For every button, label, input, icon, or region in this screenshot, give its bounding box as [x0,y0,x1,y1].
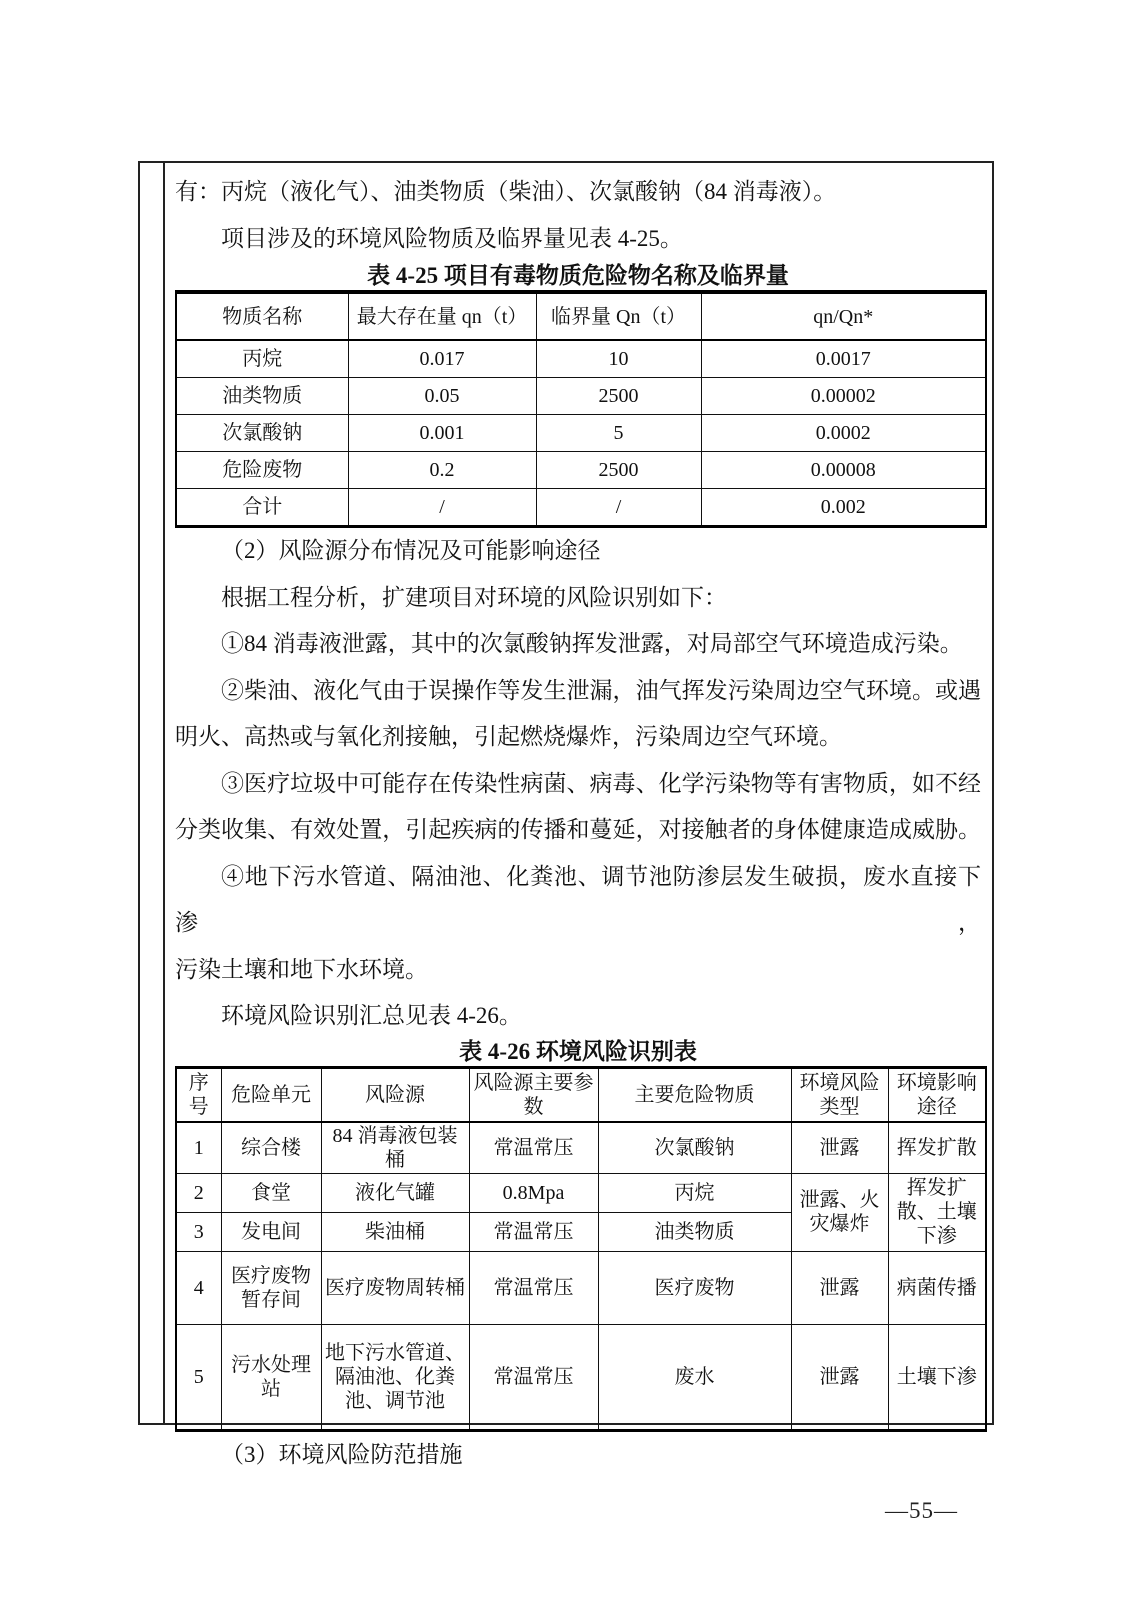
cell-parameters: 常温常压 [469,1122,598,1174]
column-header: 临界量 Qn（t） [536,292,701,340]
cell-parameters: 常温常压 [469,1251,598,1324]
cell-threshold: 2500 [536,378,701,415]
cell-risk-source: 液化气罐 [321,1173,469,1212]
cell-substance: 油类物质 [598,1212,791,1251]
cell-impact-path: 病菌传播 [888,1251,986,1324]
cell-index: 5 [176,1324,221,1430]
cell-risk-source: 地下污水管道、隔油池、化粪池、调节池 [321,1324,469,1430]
column-header: 序号 [176,1067,221,1122]
paragraph-line: 根据工程分析，扩建项目对环境的风险识别如下： [221,584,727,610]
cell-risk-source: 柴油桶 [321,1212,469,1251]
cell-parameters: 常温常压 [469,1212,598,1251]
paragraph-line: ③医疗垃圾中可能存在传染性病菌、病毒、化学污染物等有害物质，如不经 [221,770,981,796]
page-number: —55— [885,1498,958,1523]
cell-substance: 废水 [598,1324,791,1430]
paragraph-line: ①84 消毒液泄露，其中的次氯酸钠挥发泄露，对局部空气环境造成污染。 [221,631,963,656]
paragraph-line: 项目涉及的环境风险物质及临界量见表 4-25。 [221,225,683,251]
cell-index: 2 [176,1173,221,1212]
cell-substance: 危险废物 [176,452,348,489]
column-header: 环境影响途径 [888,1067,986,1122]
cell-unit: 综合楼 [221,1122,321,1174]
column-header: 物质名称 [176,292,348,340]
cell-risk-type: 泄露 [791,1122,888,1174]
risk-identification-table [175,1066,987,1432]
cell-substance: 油类物质 [176,378,348,415]
page-content [165,163,992,1467]
cell-ratio: 0.0017 [701,340,986,378]
cell-ratio: 0.002 [701,489,986,527]
paragraph-line: 污染土壤和地下水环境。 [175,956,428,982]
cell-index: 3 [176,1212,221,1251]
paragraph-line: 明火、高热或与氧化剂接触，引起燃烧爆炸，污染周边空气环境。 [175,724,842,749]
column-header: 最大存在量 qn（t） [348,292,536,340]
cell-ratio: 0.00008 [701,452,986,489]
cell-substance: 次氯酸钠 [176,415,348,452]
cell-risk-source: 84 消毒液包装桶 [321,1122,469,1174]
table-row [176,1173,986,1212]
column-header: qn/Qn* [701,292,986,340]
table-row [176,378,986,415]
table-row [176,452,986,489]
table-header-row [176,1067,986,1122]
cell-index: 1 [176,1122,221,1174]
cell-max-qty: / [348,489,536,527]
cell-threshold: 2500 [536,452,701,489]
cell-threshold: 5 [536,415,701,452]
cell-max-qty: 0.001 [348,415,536,452]
cell-max-qty: 0.017 [348,340,536,378]
cell-substance: 丙烷 [176,340,348,378]
table2-title: 表 4-26 环境风险识别表 [459,1038,697,1064]
cell-unit: 医疗废物暂存间 [221,1251,321,1324]
cell-risk-type: 泄露 [791,1251,888,1324]
toxic-substances-table [175,290,987,528]
paragraph-line: 有：丙烷（液化气）、油类物质（柴油）、次氯酸钠（84 消毒液）。 [175,179,837,204]
paragraph-line: （2）风险源分布情况及可能影响途径 [221,538,601,563]
table-row [176,489,986,527]
table-row [176,1122,986,1174]
cell-risk-type: 泄露 [791,1324,888,1430]
cell-unit: 食堂 [221,1173,321,1212]
cell-impact-path-merged: 挥发扩散、土壤下渗 [888,1173,986,1251]
cell-impact-path: 挥发扩散 [888,1122,986,1174]
cell-threshold: 10 [536,340,701,378]
cell-substance: 丙烷 [598,1173,791,1212]
cell-impact-path: 土壤下渗 [888,1324,986,1430]
table-header-row [176,292,986,340]
paragraph-line: （3）环境风险防范措施 [221,1441,463,1467]
table-row [176,1324,986,1430]
cell-max-qty: 0.2 [348,452,536,489]
cell-risk-type-merged: 泄露、火灾爆炸 [791,1173,888,1251]
column-header: 主要危险物质 [598,1067,791,1122]
cell-max-qty: 0.05 [348,378,536,415]
cell-substance: 合计 [176,489,348,527]
paragraph-line: ②柴油、液化气由于误操作等发生泄漏，油气挥发污染周边空气环境。或遇 [221,677,981,703]
table-row [176,1251,986,1324]
page-sheet [138,161,994,1467]
paragraph-line: 环境风险识别汇总见表 4-26。 [221,1003,522,1028]
column-header: 风险源主要参数 [469,1067,598,1122]
cell-substance: 医疗废物 [598,1251,791,1324]
cell-index: 4 [176,1251,221,1324]
column-header: 环境风险类型 [791,1067,888,1122]
cell-ratio: 0.0002 [701,415,986,452]
cell-parameters: 常温常压 [469,1324,598,1430]
cell-parameters: 0.8Mpa [469,1173,598,1212]
cell-unit: 发电间 [221,1212,321,1251]
column-header: 危险单元 [221,1067,321,1122]
paragraph-line: 分类收集、有效处置，引起疾病的传播和蔓延，对接触者的身体健康造成威胁。 [175,817,981,842]
cell-ratio: 0.00002 [701,378,986,415]
cell-unit: 污水处理站 [221,1324,321,1430]
cell-threshold: / [536,489,701,527]
table1-title: 表 4-25 项目有毒物质危险物名称及临界量 [367,263,789,288]
cell-risk-source: 医疗废物周转桶 [321,1251,469,1324]
table-row [176,340,986,378]
column-header: 风险源 [321,1067,469,1122]
cell-substance: 次氯酸钠 [598,1122,791,1174]
paragraph-line: ④地下污水管道、隔油池、化粪池、调节池防渗层发生破损，废水直接下渗， [175,863,981,935]
table-row [176,415,986,452]
